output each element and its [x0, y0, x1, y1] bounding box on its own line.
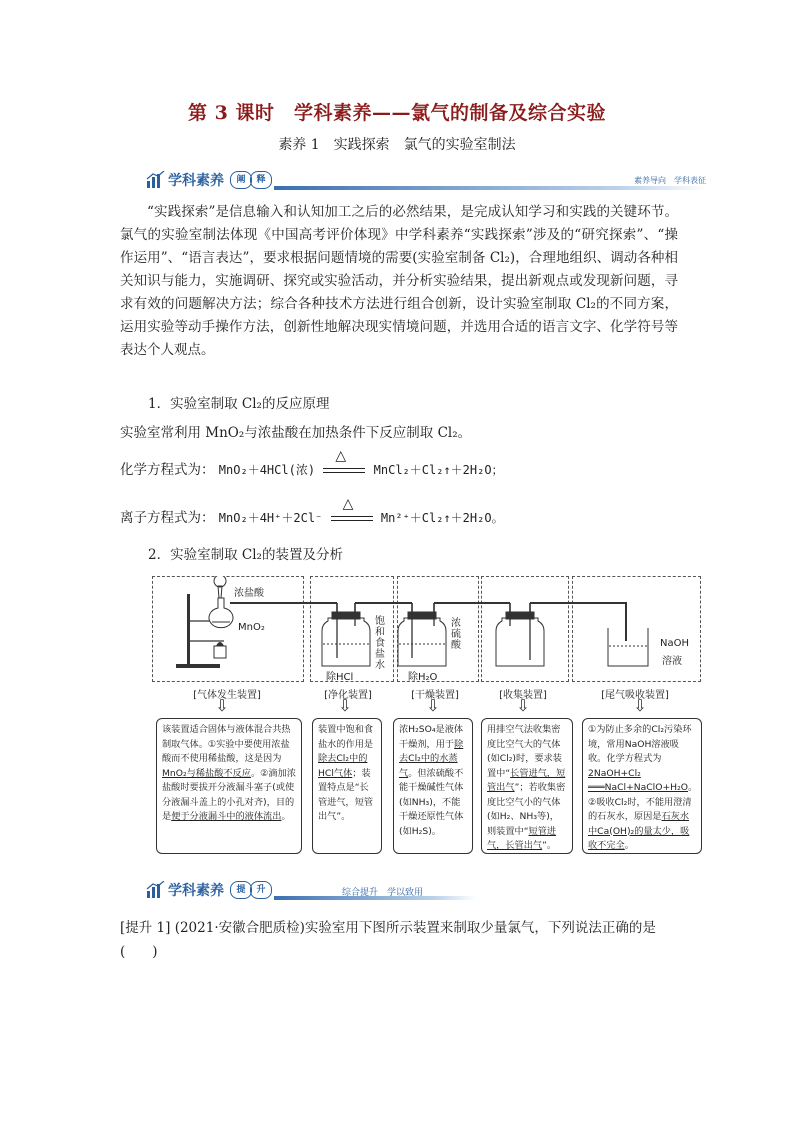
note-text: 。②滴加浓盐酸时要拔开分液漏斗塞子(或使分液漏斗盖上的小孔对齐)，目的是 — [162, 767, 296, 822]
label-conc-hcl: 浓盐酸 — [234, 588, 264, 599]
caption-dryer: [干燥装置] — [411, 690, 459, 701]
note-text: 装置中饱和食盐水的作用是 — [318, 724, 374, 750]
banner-badge: 升 — [250, 881, 272, 899]
page-title: 第 3 课时 学科素养——氯气的制备及综合实验 — [188, 102, 606, 124]
banner-tagline: 素养导向 学科表征 — [634, 176, 706, 185]
equation-reactants: MnO₂＋4HCl(浓) — [218, 463, 316, 477]
down-arrow-icon: ⇩ — [426, 696, 440, 715]
note-dryer — [393, 718, 473, 854]
equation-reactants: MnO₂＋4H⁺＋2Cl⁻ — [218, 511, 323, 525]
equation-products: MnCl₂＋Cl₂↑＋2H₂O； — [373, 463, 504, 477]
note-absorber — [582, 718, 702, 854]
note-text: 。 — [624, 840, 634, 851]
section-banner-improve — [146, 880, 476, 902]
chemical-equation — [120, 447, 504, 478]
label-naoh: NaOH — [660, 638, 689, 649]
down-arrow-icon: ⇩ — [215, 696, 229, 715]
label-remove-hcl: 除HCl — [326, 672, 354, 683]
banner-tagline: 综合提升 学以致用 — [342, 888, 424, 898]
banner-badge: 提 — [230, 881, 252, 899]
section-banner-explain — [146, 170, 708, 192]
delta-symbol: △ — [342, 495, 354, 512]
note-answer: MnO₂与稀盐酸不反应 — [162, 767, 251, 779]
equation-label: 化学方程式为： — [120, 462, 215, 478]
apparatus-diagram — [152, 576, 700, 682]
label-solution: 溶液 — [662, 656, 682, 667]
note-answer: 长管进气，短管出气 — [487, 767, 566, 793]
banner-label: 学科素养 — [168, 883, 224, 899]
equation-label: 离子方程式为： — [120, 510, 215, 526]
label-remove-h2o: 除H₂O — [408, 672, 438, 683]
note-text: ①为防止多余的Cl₂污染环境，常用NaOH溶液吸收。化学方程式为 — [588, 724, 692, 764]
note-text: ”；若收集密度比空气小的气体(如H₂、NH₃等)，则装置中“ — [487, 782, 566, 837]
note-text: 。②吸收Cl₂时，不能用澄清的石灰水，原因是 — [588, 782, 698, 822]
note-text: 。但浓硫酸不能干燥碱性气体(如NH₃)，不能干燥还原性气体(如H₂S)。 — [399, 767, 464, 837]
banner-label: 学科素养 — [168, 173, 224, 189]
note-text: 。 — [281, 811, 291, 822]
section-heading-2: 2．实验室制取 Cl₂的装置及分析 — [148, 547, 343, 563]
note-text: 用排空气法收集密度比空气大的气体(如Cl₂)时，要求装置中“ — [487, 724, 562, 779]
note-answer: 便于分液漏斗中的液体流出 — [171, 811, 282, 822]
heat-condition — [323, 447, 365, 478]
section-heading-1: 1．实验室制取 Cl₂的反应原理 — [148, 396, 330, 412]
caption-absorber: [尾气吸收装置] — [601, 690, 669, 701]
note-answer: 短管进气，长管出气 — [487, 825, 557, 851]
caption-collector: [收集装置] — [499, 690, 547, 701]
note-answer: 石灰水中Ca(OH)₂的量太少，吸收不完全 — [588, 811, 690, 851]
note-text: 该装置适合固体与液体混合共热制取气体。①实验中要使用浓盐酸而不使用稀盐酸，这是因为 — [162, 724, 291, 764]
chart-icon — [146, 171, 166, 189]
delta-symbol: △ — [335, 447, 347, 464]
down-arrow-icon: ⇩ — [516, 696, 530, 715]
page-subtitle: 素养 1 实践探索 氯气的实验室制法 — [278, 137, 516, 153]
ionic-equation — [120, 495, 504, 526]
heat-condition — [331, 495, 373, 526]
caption-purifier: [净化装置] — [324, 690, 372, 701]
note-answer: 2NaOH+Cl₂ ═══NaCl+NaClO+H₂O — [588, 767, 688, 793]
banner-rule — [274, 186, 708, 190]
note-text: ；装置特点是“长管进气，短管出气”。 — [318, 767, 374, 822]
label-mno2: MnO₂ — [238, 622, 265, 633]
equation-products: Mn²⁺＋Cl₂↑＋2H₂O。 — [380, 511, 504, 525]
banner-badge: 释 — [250, 171, 272, 189]
note-generator — [156, 718, 302, 854]
note-answer: 除去Cl₂中的HCl气体 — [318, 753, 368, 779]
intro-paragraph: “实践探索”是信息输入和认知加工之后的必然结果，是完成认知学习和实践的关键环节。氯气的实验室制法体现《中国高考评价体现》中学科素养“实践探索”涉及的“研究探索”、“操作运用”、“语言表达”，要求根据问题情境的需要(实验室制备 Cl₂)，合理地组织、调动各种相关知识与能力，实施调研、探究或实验活动，并分析实验结果，提出新观点或发现新问题，寻求有效的问题解决方法；综合各种技术方法进行组合创新，设计实验室制取 Cl₂的不同方案，运用实验等动手操作方法，创新性地解决现实情境问题，并选用合适的语言文字、化学符号等表达个人观点。 — [120, 204, 678, 358]
caption-generator: [气体发生装置] — [193, 690, 261, 701]
label-conc-h2so4: 浓硫酸 — [451, 618, 461, 651]
down-arrow-icon: ⇩ — [633, 696, 647, 715]
chart-icon — [146, 881, 166, 899]
note-text: 浓H₂SO₄是液体干燥剂，用于 — [399, 724, 464, 750]
banner-badge: 阐 — [230, 171, 252, 189]
question-text: [提升 1] (2021·安徽合肥质检)实验室用下图所示装置来制取少量氯气，下列说法正确的是( ) — [120, 920, 656, 960]
label-brine: 饱和食盐水 — [375, 616, 385, 671]
note-collector — [481, 718, 573, 854]
note-purifier — [312, 718, 382, 854]
principle-text: 实验室常利用 MnO₂与浓盐酸在加热条件下反应制取 Cl₂。 — [120, 425, 472, 441]
down-arrow-icon: ⇩ — [338, 696, 352, 715]
note-answer: 除去Cl₂中的水蒸气 — [399, 738, 464, 779]
note-text: ”。 — [542, 840, 557, 851]
